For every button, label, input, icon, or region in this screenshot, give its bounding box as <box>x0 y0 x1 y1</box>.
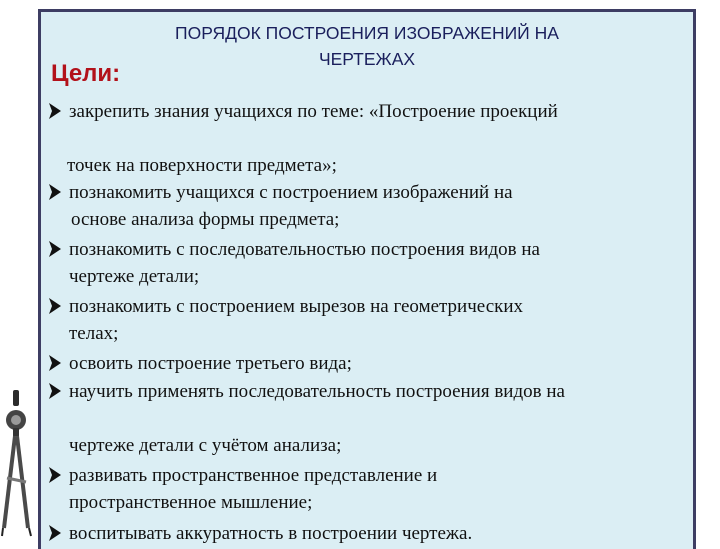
slide-title: ПОРЯДОК ПОСТРОЕНИЯ ИЗОБРАЖЕНИЙ НА ЧЕРТЕЖАХ <box>175 23 559 69</box>
goal-line: научить применять последовательность построения видов на <box>69 381 565 402</box>
goal-line: закрепить знания учащихся по теме: «Построение проекций <box>69 101 558 122</box>
arrowhead-bullet-icon <box>49 383 61 399</box>
goal-item <box>49 520 687 547</box>
goal-line: познакомить учащихся с построением изображений на <box>69 182 513 203</box>
goal-item <box>49 293 687 347</box>
arrowhead-bullet-icon <box>49 103 61 119</box>
goal-line: освоить построение третьего вида; <box>69 353 352 374</box>
goal-line: познакомить с последовательностью построения видов на <box>69 239 540 260</box>
goal-item <box>49 462 687 516</box>
goal-line: чертеже детали с учётом анализа; <box>69 435 342 456</box>
goal-line: основе анализа формы предмета; <box>71 209 340 230</box>
goal-item <box>49 179 687 233</box>
arrowhead-bullet-icon <box>49 525 61 541</box>
goal-line: чертеже детали; <box>69 266 200 287</box>
arrowhead-bullet-icon <box>49 298 61 314</box>
goal-line: воспитывать аккуратность в построении чертежа. <box>69 523 473 544</box>
arrowhead-bullet-icon <box>49 355 61 371</box>
goal-item <box>49 378 687 459</box>
goal-item <box>49 236 687 290</box>
goal-line: пространственное мышление; <box>69 492 313 513</box>
goal-line <box>49 125 687 152</box>
goal-line: познакомить с построением вырезов на геометрических <box>69 296 524 317</box>
goals-heading: Цели: <box>51 60 121 87</box>
goal-item <box>49 98 687 179</box>
goal-item <box>49 350 687 377</box>
drafting-compass-icon <box>0 388 36 538</box>
arrowhead-bullet-icon <box>49 241 61 257</box>
goal-line: телах; <box>69 323 119 344</box>
slide-card <box>38 9 696 549</box>
goal-line: развивать пространственное представление и <box>69 465 438 486</box>
goal-line <box>49 405 687 432</box>
arrowhead-bullet-icon <box>49 467 61 483</box>
goal-line: точек на поверхности предмета»; <box>67 155 337 176</box>
arrowhead-bullet-icon <box>49 184 61 200</box>
